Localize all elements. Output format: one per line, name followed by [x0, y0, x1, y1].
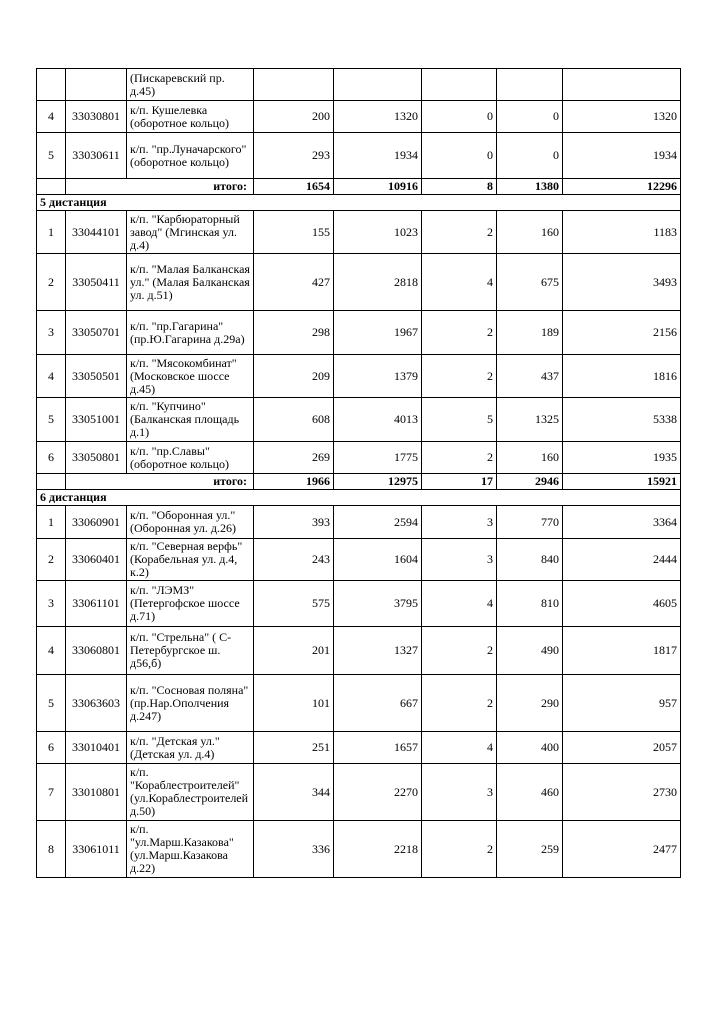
value-c5: 1817 — [563, 627, 681, 675]
table-row — [37, 821, 681, 878]
table-row — [37, 398, 681, 442]
row-number: 4 — [37, 101, 66, 133]
table-row — [37, 506, 681, 539]
row-number — [37, 69, 66, 101]
total-empty — [37, 179, 66, 195]
total-c2: 10916 — [334, 179, 422, 195]
value-c5: 1934 — [563, 133, 681, 179]
value-c1: 200 — [254, 101, 334, 133]
stop-name: к/п. "Оборонная ул." (Оборонная ул. д.26) — [127, 506, 254, 539]
value-c5: 2730 — [563, 764, 681, 821]
stop-name: к/п. "пр.Гагарина" (пр.Ю.Гагарина д.29а) — [127, 311, 254, 355]
stop-name: к/п. "Стрельна" ( С-Петербургское ш. д56,б) — [127, 627, 254, 675]
value-c1: 243 — [254, 539, 334, 581]
value-c1: 298 — [254, 311, 334, 355]
section-header — [37, 195, 681, 211]
total-c5: 15921 — [563, 474, 681, 490]
value-c2: 4013 — [334, 398, 422, 442]
stop-name: к/п. "Купчино" (Балканская площадь д.1) — [127, 398, 254, 442]
value-c3: 4 — [422, 581, 497, 627]
value-c2: 1934 — [334, 133, 422, 179]
table-row — [37, 581, 681, 627]
value-c2: 1320 — [334, 101, 422, 133]
total-label: итого: — [66, 179, 254, 195]
stop-name: к/п. Кушелевка (оборотное кольцо) — [127, 101, 254, 133]
stop-code: 33061101 — [66, 581, 127, 627]
value-c3: 3 — [422, 539, 497, 581]
row-number: 5 — [37, 133, 66, 179]
total-c3: 8 — [422, 179, 497, 195]
value-c4: 1325 — [497, 398, 563, 442]
row-number: 1 — [37, 506, 66, 539]
value-c2: 1657 — [334, 732, 422, 764]
value-c3: 2 — [422, 627, 497, 675]
table-row — [37, 101, 681, 133]
stop-name: к/п. "пр.Славы" (оборотное кольцо) — [127, 442, 254, 474]
table-row — [37, 627, 681, 675]
value-c5: 3493 — [563, 254, 681, 311]
value-c3: 3 — [422, 506, 497, 539]
table-row — [37, 764, 681, 821]
value-c3: 2 — [422, 675, 497, 732]
section-header — [37, 490, 681, 506]
value-c2: 1604 — [334, 539, 422, 581]
value-c5: 2156 — [563, 311, 681, 355]
value-c3: 0 — [422, 133, 497, 179]
value-c1: 201 — [254, 627, 334, 675]
table-row — [37, 254, 681, 311]
value-c3: 4 — [422, 254, 497, 311]
total-c4: 2946 — [497, 474, 563, 490]
row-number: 2 — [37, 539, 66, 581]
stop-name: к/п. "ЛЭМЗ" (Петергофское шоссе д.71) — [127, 581, 254, 627]
stop-name: (Пискаревский пр. д.45) — [127, 69, 254, 101]
value-empty — [422, 69, 497, 101]
value-c4: 160 — [497, 211, 563, 254]
stop-name: к/п. "Карбюраторный завод" (Мгинская ул. д.4) — [127, 211, 254, 254]
value-c4: 259 — [497, 821, 563, 878]
stop-code — [66, 69, 127, 101]
value-c3: 5 — [422, 398, 497, 442]
value-c1: 344 — [254, 764, 334, 821]
stop-name: к/п. "Мясокомбинат" (Московское шоссе д.45) — [127, 355, 254, 398]
stop-name: к/п. "ул.Марш.Казакова" (ул.Марш.Казакова д.22) — [127, 821, 254, 878]
total-c5: 12296 — [563, 179, 681, 195]
value-c5: 1183 — [563, 211, 681, 254]
value-c4: 675 — [497, 254, 563, 311]
table-row — [37, 133, 681, 179]
value-c4: 0 — [497, 133, 563, 179]
table-row — [37, 732, 681, 764]
value-c5: 2477 — [563, 821, 681, 878]
stop-code: 33050701 — [66, 311, 127, 355]
value-c2: 1967 — [334, 311, 422, 355]
stop-code: 33063603 — [66, 675, 127, 732]
value-c3: 2 — [422, 821, 497, 878]
stop-name: к/п. "Малая Балканская ул." (Малая Балканская ул. д.51) — [127, 254, 254, 311]
value-c1: 575 — [254, 581, 334, 627]
stop-code: 33060901 — [66, 506, 127, 539]
value-c1: 209 — [254, 355, 334, 398]
stops-table — [36, 68, 681, 878]
stop-code: 33044101 — [66, 211, 127, 254]
stop-code: 33010801 — [66, 764, 127, 821]
value-c1: 336 — [254, 821, 334, 878]
row-number: 1 — [37, 211, 66, 254]
table-row — [37, 675, 681, 732]
table-row — [37, 211, 681, 254]
stop-code: 33050801 — [66, 442, 127, 474]
table-row — [37, 539, 681, 581]
total-label: итого: — [66, 474, 254, 490]
value-c1: 155 — [254, 211, 334, 254]
value-c4: 0 — [497, 101, 563, 133]
value-c4: 840 — [497, 539, 563, 581]
total-c2: 12975 — [334, 474, 422, 490]
row-number: 3 — [37, 581, 66, 627]
total-c3: 17 — [422, 474, 497, 490]
value-c5: 4605 — [563, 581, 681, 627]
value-c1: 251 — [254, 732, 334, 764]
value-c2: 667 — [334, 675, 422, 732]
value-c2: 1327 — [334, 627, 422, 675]
value-c4: 160 — [497, 442, 563, 474]
table-row — [37, 442, 681, 474]
value-c5: 2057 — [563, 732, 681, 764]
stop-code: 33030801 — [66, 101, 127, 133]
value-c3: 2 — [422, 211, 497, 254]
stop-code: 33061011 — [66, 821, 127, 878]
stop-name: к/п. "пр.Луначарского" (оборотное кольцо) — [127, 133, 254, 179]
value-c3: 0 — [422, 101, 497, 133]
value-c4: 400 — [497, 732, 563, 764]
value-empty — [497, 69, 563, 101]
value-c3: 2 — [422, 311, 497, 355]
value-empty — [563, 69, 681, 101]
value-c3: 2 — [422, 355, 497, 398]
value-c5: 2444 — [563, 539, 681, 581]
row-number: 4 — [37, 355, 66, 398]
row-number: 8 — [37, 821, 66, 878]
total-c4: 1380 — [497, 179, 563, 195]
stop-code: 33050411 — [66, 254, 127, 311]
table-row — [37, 311, 681, 355]
value-c4: 189 — [497, 311, 563, 355]
table-row — [37, 355, 681, 398]
stop-code: 33060801 — [66, 627, 127, 675]
row-number: 6 — [37, 442, 66, 474]
value-c4: 810 — [497, 581, 563, 627]
row-number: 5 — [37, 398, 66, 442]
section-title: 6 дистанция — [37, 490, 681, 506]
value-empty — [334, 69, 422, 101]
total-c1: 1966 — [254, 474, 334, 490]
stop-name: к/п. "Северная верфь" (Корабельная ул. д.4, к.2) — [127, 539, 254, 581]
value-c2: 2270 — [334, 764, 422, 821]
stop-code: 33051001 — [66, 398, 127, 442]
value-c1: 393 — [254, 506, 334, 539]
value-c3: 4 — [422, 732, 497, 764]
value-c5: 1320 — [563, 101, 681, 133]
value-c1: 608 — [254, 398, 334, 442]
value-c2: 2218 — [334, 821, 422, 878]
value-c1: 427 — [254, 254, 334, 311]
stop-name: к/п. "Кораблестроителей" (ул.Кораблестроителей д.50) — [127, 764, 254, 821]
value-c4: 460 — [497, 764, 563, 821]
value-c4: 770 — [497, 506, 563, 539]
value-c4: 437 — [497, 355, 563, 398]
stop-name: к/п. "Детская ул." (Детская ул. д.4) — [127, 732, 254, 764]
table-row-continuation — [37, 69, 681, 101]
total-c1: 1654 — [254, 179, 334, 195]
stop-code: 33030611 — [66, 133, 127, 179]
value-c2: 3795 — [334, 581, 422, 627]
value-c3: 3 — [422, 764, 497, 821]
value-c2: 1379 — [334, 355, 422, 398]
value-c4: 490 — [497, 627, 563, 675]
value-c5: 5338 — [563, 398, 681, 442]
value-c5: 3364 — [563, 506, 681, 539]
stop-name: к/п. "Сосновая поляна" (пр.Нар.Ополчения д.247) — [127, 675, 254, 732]
row-number: 2 — [37, 254, 66, 311]
value-c1: 293 — [254, 133, 334, 179]
value-c5: 957 — [563, 675, 681, 732]
value-c2: 2818 — [334, 254, 422, 311]
row-number: 5 — [37, 675, 66, 732]
value-c1: 101 — [254, 675, 334, 732]
total-empty — [37, 474, 66, 490]
value-c3: 2 — [422, 442, 497, 474]
value-c2: 2594 — [334, 506, 422, 539]
value-c1: 269 — [254, 442, 334, 474]
section-title: 5 дистанция — [37, 195, 681, 211]
stop-code: 33010401 — [66, 732, 127, 764]
row-number: 4 — [37, 627, 66, 675]
total-row — [37, 179, 681, 195]
value-c4: 290 — [497, 675, 563, 732]
value-empty — [254, 69, 334, 101]
value-c5: 1816 — [563, 355, 681, 398]
value-c2: 1775 — [334, 442, 422, 474]
row-number: 7 — [37, 764, 66, 821]
value-c2: 1023 — [334, 211, 422, 254]
row-number: 3 — [37, 311, 66, 355]
row-number: 6 — [37, 732, 66, 764]
total-row — [37, 474, 681, 490]
stop-code: 33050501 — [66, 355, 127, 398]
stop-code: 33060401 — [66, 539, 127, 581]
value-c5: 1935 — [563, 442, 681, 474]
